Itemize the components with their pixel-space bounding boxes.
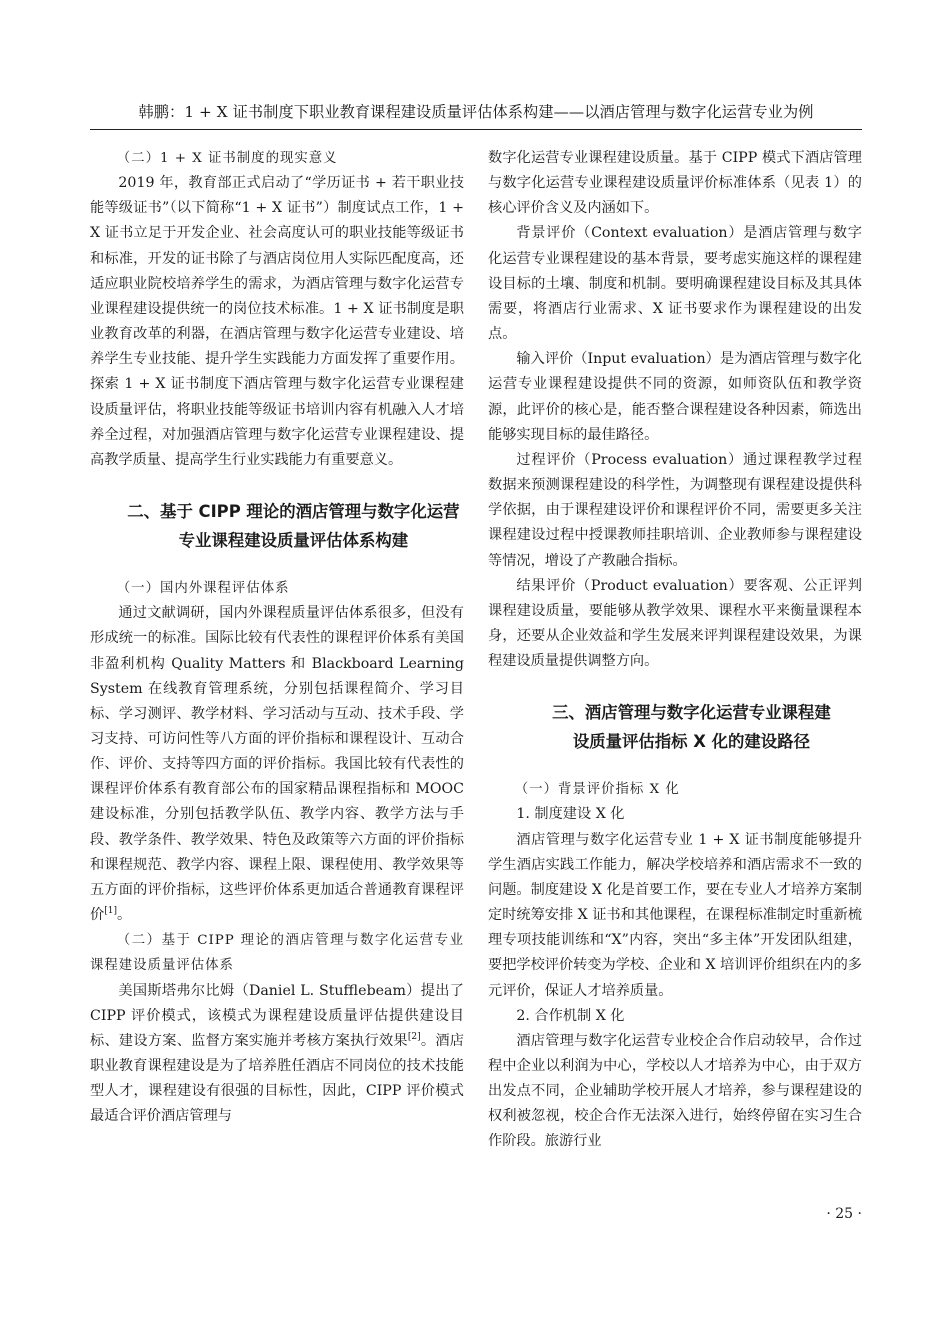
subsection-heading: （二）1 + X 证书制度的现实意义 — [116, 151, 338, 166]
subsection-heading: （二）基于 CIPP 理论的酒店管理与数字化运营专业课程建设质量评估体系 — [90, 933, 464, 974]
citation-ref: [1] — [104, 906, 117, 917]
page-number: · 25 · — [826, 1206, 862, 1222]
left-column — [90, 146, 464, 1129]
paragraph — [90, 601, 464, 928]
section-heading-line: 三、酒店管理与数字化运营专业课程建 — [552, 703, 831, 723]
paragraph — [90, 979, 464, 1130]
paragraph: 酒店管理与数字化运营专业 1 + X 证书制度能够提升学生酒店实践工作能力，解决学校培养和酒店需求不一致的问题。制度建设 X 化是首要工作，要在专业人才培养方案制定时统筹安排 X 证书和其他课程，在课程标准制定时重新梳理专项技能训练和“X”内容，突出“多主体”开发团队组建，要把学校评价转变为学校、企业和 X 培训评价组织在内的多元评价，保证人才培养质量。 — [488, 831, 862, 999]
subsection-heading: （一）背景评价指标 X 化 — [514, 782, 680, 798]
subsection-heading: （一）国内外课程评估体系 — [116, 581, 290, 597]
running-header: 韩鹏：1 + X 证书制度下职业教育课程建设质量评估体系构建——以酒店管理与数字化运营专业为例 — [138, 103, 814, 121]
header-divider — [90, 129, 862, 130]
paragraph-text: 。 — [116, 907, 132, 924]
section-heading-line: 设质量评估指标 X 化的建设路径 — [572, 732, 810, 752]
paragraph: 背景评价（Context evaluation）是酒店管理与数字化运营专业课程建设的基本背景，要考虑实施这样的课程建设目标的土壤、制度和机制。要明确课程建设目标及其具体需要，将酒店行业需求、X 证书要求作为课程建设的出发点。 — [488, 225, 862, 343]
citation-ref: [2] — [407, 1031, 421, 1042]
paragraph-text: 美国斯塔弗尔比姆（Daniel L. Stufflebeam）提出了 CIPP 评价模式，该模式为课程建设质量评估提供建设目标、建设方案、监督方案实施并考核方案执行效果 — [90, 982, 464, 1049]
paragraph: 结果评价（Product evaluation）要客观、公正评判课程建设质量，要能够从教学效果、课程水平来衡量课程本身，还要从企业效益和学生发展来评判课程建设效果，为课程建设质量提供调整方向。 — [488, 577, 862, 670]
item-heading: 2. 合作机制 X 化 — [516, 1007, 625, 1024]
paragraph-text: 通过文献调研，国内外课程质量评估体系很多，但没有形成统一的标准。国际比较有代表性的课程评价体系有美国非盈利机构 Quality Matters 和 Blackboard Learning System 在线教育管理系统，分别包括课程简介、学习目标、学习测评、教学材料、学习活动与互动、技术手段、学习支持、可访问性等八方面的评价指标和课程设计、互动合作、评价、支持等四方面的评价指标。我国比较有代表性的课程评价体系有教育部公布的国家精品课程指标和 MOOC 建设标准，分别包括教学队伍、教学内容、教学方法与手段、教学条件、教学效果、特色及政策等六方面的评价指标和课程规范、教学内容、课程上限、课程使用、教学效果等五方面的评价指标，这些评价体系更加适合普通教育课程评价 — [90, 605, 464, 924]
paragraph: 酒店管理与数字化运营专业校企合作启动较早，合作过程中企业以利润为中心，学校以人才培养为中心，由于双方出发点不同，企业辅助学校开展人才培养，参与课程建设的权利被忽视，校企合作无法深入进行，始终停留在实习生合作阶段。旅游行业 — [488, 1032, 862, 1150]
paragraph: 过程评价（Process evaluation）通过课程教学过程数据来预测课程建设的科学性，为调整现有课程建设提供科学依据，由于课程建设评价和课程评价不同，需要更多关注课程建设过程中授课教师挂职培训、企业教师参与课程建设等情况，增设了产教融合指标。 — [488, 451, 862, 569]
section-heading-line: 专业课程建设质量评估体系构建 — [178, 531, 409, 551]
section-heading-line: 二、基于 CIPP 理论的酒店管理与数字化运营 — [127, 502, 460, 522]
paragraph: 2019 年，教育部正式启动了“学历证书 + 若干职业技能等级证书”（以下简称“1 + X 证书”）制度试点工作，1 + X 证书立足于开发企业、社会高度认可的职业技能等级证书和标准，开发的证书除了与酒店岗位用人实际匹配度高，还适应职业院校培养学生的需求，为酒店管理与数字化运营专业课程建设提供统一的岗位技术标准。1 + X 证书制度是职业教育改革的利器，在酒店管理与数字化运营专业建设、培养学生专业技能、提升学生实践能力方面发挥了重要作用。探索 1 + X 证书制度下酒店管理与数字化运营专业课程建设质量评估，将职业技能等级证书培训内容有机融入人才培养全过程，对加强酒店管理与数字化运营专业课程建设、提高教学质量、提高学生行业实践能力有重要意义。 — [90, 175, 464, 468]
paragraph: 输入评价（Input evaluation）是为酒店管理与数字化运营专业课程建设提供不同的资源，如师资队伍和教学资源，此评价的核心是，能否整合课程建设各种因素，筛选出能够实现目标的最佳路径。 — [488, 351, 862, 443]
right-column — [488, 146, 862, 1155]
item-heading: 1. 制度建设 X 化 — [516, 806, 625, 823]
paragraph-text: 。酒店职业教育课程建设是为了培养胜任酒店不同岗位的技术技能型人才，课程建设有很强的目标性，因此，CIPP 评价模式最适合评价酒店管理与 — [90, 1032, 464, 1125]
paragraph: 数字化运营专业课程建设质量。基于 CIPP 模式下酒店管理与数字化运营专业课程建设质量评价标准体系（见表 1）的核心评价含义及内涵如下。 — [488, 150, 862, 217]
